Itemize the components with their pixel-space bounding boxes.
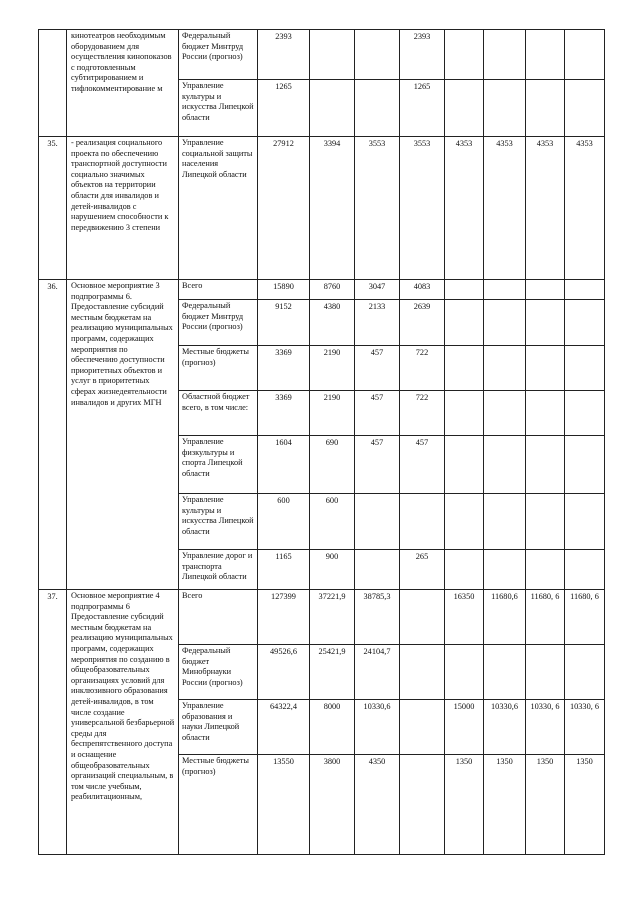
year-amount-cell: 24104,7 bbox=[355, 645, 400, 700]
year-amount-cell: 457 bbox=[355, 346, 400, 391]
total-amount-cell: 9152 bbox=[258, 300, 310, 346]
year-amount-cell: 3800 bbox=[310, 755, 355, 855]
year-amount-cell bbox=[526, 436, 565, 494]
year-amount-cell: 900 bbox=[310, 550, 355, 590]
year-amount-cell: 4083 bbox=[400, 280, 445, 300]
year-amount-cell bbox=[445, 436, 484, 494]
year-amount-cell: 11680, 6 bbox=[565, 590, 605, 645]
year-amount-cell bbox=[445, 280, 484, 300]
row-number: 35. bbox=[39, 137, 67, 280]
funding-source: Федеральный бюджет Минтруд России (прогноз) bbox=[179, 300, 258, 346]
year-amount-cell bbox=[526, 550, 565, 590]
year-amount-cell: 10330,6 bbox=[355, 700, 400, 755]
table-row bbox=[39, 590, 605, 645]
year-amount-cell bbox=[565, 30, 605, 80]
year-amount-cell bbox=[484, 300, 526, 346]
funding-source: Федеральный бюджет Минтруд России (прогноз) bbox=[179, 30, 258, 80]
year-amount-cell: 38785,3 bbox=[355, 590, 400, 645]
activity-description: Основное мероприятие 4 подпрограммы 6 Предоставление субсидий местным бюджетам на реализацию муниципальных программ, содержащих мероприятия по созданию в общеобразовательных организациях условий для инклюзивного образования детей-инвалидов, в том числе создание универсальной безбарьерной среды для беспрепятственного доступа и оснащение общеобразовательных организаций специальным, в том числе учебным, реабилитационным, bbox=[67, 590, 179, 855]
year-amount-cell: 690 bbox=[310, 436, 355, 494]
funding-source: Управление образования и науки Липецкой области bbox=[179, 700, 258, 755]
total-amount-cell: 1165 bbox=[258, 550, 310, 590]
year-amount-cell bbox=[565, 346, 605, 391]
year-amount-cell bbox=[355, 30, 400, 80]
year-amount-cell bbox=[400, 590, 445, 645]
year-amount-cell: 4353 bbox=[445, 137, 484, 280]
year-amount-cell bbox=[400, 494, 445, 550]
year-amount-cell bbox=[484, 391, 526, 436]
row-number: 36. bbox=[39, 280, 67, 590]
year-amount-cell bbox=[484, 346, 526, 391]
year-amount-cell: 15000 bbox=[445, 700, 484, 755]
year-amount-cell: 1350 bbox=[565, 755, 605, 855]
funding-source: Управление дорог и транспорта Липецкой области bbox=[179, 550, 258, 590]
year-amount-cell: 4353 bbox=[484, 137, 526, 280]
year-amount-cell: 16350 bbox=[445, 590, 484, 645]
year-amount-cell bbox=[526, 494, 565, 550]
total-amount-cell: 127399 bbox=[258, 590, 310, 645]
funding-source: Управление культуры и искусства Липецкой области bbox=[179, 80, 258, 137]
year-amount-cell bbox=[565, 550, 605, 590]
year-amount-cell bbox=[355, 550, 400, 590]
budget-table bbox=[38, 29, 605, 855]
year-amount-cell: 4353 bbox=[526, 137, 565, 280]
year-amount-cell: 2133 bbox=[355, 300, 400, 346]
funding-source: Всего bbox=[179, 590, 258, 645]
year-amount-cell: 10330, 6 bbox=[565, 700, 605, 755]
year-amount-cell bbox=[445, 550, 484, 590]
year-amount-cell bbox=[484, 494, 526, 550]
year-amount-cell: 3047 bbox=[355, 280, 400, 300]
table-row bbox=[39, 280, 605, 300]
year-amount-cell bbox=[445, 80, 484, 137]
year-amount-cell bbox=[526, 80, 565, 137]
year-amount-cell bbox=[565, 436, 605, 494]
year-amount-cell: 1350 bbox=[526, 755, 565, 855]
funding-source: Всего bbox=[179, 280, 258, 300]
year-amount-cell bbox=[355, 494, 400, 550]
activity-description: - реализация социального проекта по обеспечению транспортной доступности социально значимых объектов на территории области для инвалидов и детей-инвалидов с нарушением способности к передвижению 3 степени bbox=[67, 137, 179, 280]
year-amount-cell bbox=[484, 550, 526, 590]
year-amount-cell bbox=[400, 755, 445, 855]
year-amount-cell: 457 bbox=[355, 436, 400, 494]
funding-source: Областной бюджет всего, в том числе: bbox=[179, 391, 258, 436]
year-amount-cell: 600 bbox=[310, 494, 355, 550]
year-amount-cell: 2190 bbox=[310, 391, 355, 436]
funding-source: Управление культуры и искусства Липецкой области bbox=[179, 494, 258, 550]
year-amount-cell bbox=[526, 346, 565, 391]
year-amount-cell: 8760 bbox=[310, 280, 355, 300]
funding-source: Местные бюджеты (прогноз) bbox=[179, 346, 258, 391]
year-amount-cell bbox=[445, 645, 484, 700]
year-amount-cell bbox=[445, 391, 484, 436]
year-amount-cell bbox=[400, 700, 445, 755]
total-amount-cell: 1604 bbox=[258, 436, 310, 494]
year-amount-cell bbox=[565, 645, 605, 700]
total-amount-cell: 27912 bbox=[258, 137, 310, 280]
row-number bbox=[39, 30, 67, 137]
year-amount-cell: 1265 bbox=[400, 80, 445, 137]
total-amount-cell: 1265 bbox=[258, 80, 310, 137]
year-amount-cell bbox=[565, 494, 605, 550]
total-amount-cell: 600 bbox=[258, 494, 310, 550]
year-amount-cell bbox=[445, 300, 484, 346]
year-amount-cell: 457 bbox=[400, 436, 445, 494]
row-number: 37. bbox=[39, 590, 67, 855]
year-amount-cell bbox=[445, 494, 484, 550]
year-amount-cell: 10330,6 bbox=[484, 700, 526, 755]
year-amount-cell: 10330, 6 bbox=[526, 700, 565, 755]
year-amount-cell bbox=[484, 436, 526, 494]
year-amount-cell bbox=[400, 645, 445, 700]
year-amount-cell: 25421,9 bbox=[310, 645, 355, 700]
total-amount-cell: 64322,4 bbox=[258, 700, 310, 755]
year-amount-cell bbox=[445, 346, 484, 391]
year-amount-cell bbox=[484, 280, 526, 300]
year-amount-cell bbox=[565, 300, 605, 346]
activity-description: Основное мероприятие 3 подпрограммы 6. Предоставление субсидий местным бюджетам на реализацию муниципальных программ, содержащих мероприятия по обеспечению доступности приоритетных объектов и услуг в приоритетных сферах жизнедеятельности инвалидов и других МГН bbox=[67, 280, 179, 590]
total-amount-cell: 3369 bbox=[258, 346, 310, 391]
funding-source: Управление социальной защиты населения Липецкой области bbox=[179, 137, 258, 280]
year-amount-cell: 3553 bbox=[355, 137, 400, 280]
year-amount-cell: 2190 bbox=[310, 346, 355, 391]
year-amount-cell bbox=[310, 80, 355, 137]
total-amount-cell: 49526,6 bbox=[258, 645, 310, 700]
funding-source: Местные бюджеты (прогноз) bbox=[179, 755, 258, 855]
year-amount-cell: 4353 bbox=[565, 137, 605, 280]
year-amount-cell: 722 bbox=[400, 346, 445, 391]
activity-description: кинотеатров необходимым оборудованием для осуществления кинопоказов с подготовленным субтитрированием и тифлокомментирование м bbox=[67, 30, 179, 137]
year-amount-cell: 3394 bbox=[310, 137, 355, 280]
year-amount-cell bbox=[526, 30, 565, 80]
year-amount-cell bbox=[565, 80, 605, 137]
total-amount-cell: 3369 bbox=[258, 391, 310, 436]
year-amount-cell bbox=[526, 645, 565, 700]
year-amount-cell bbox=[445, 30, 484, 80]
year-amount-cell bbox=[484, 30, 526, 80]
year-amount-cell bbox=[565, 391, 605, 436]
year-amount-cell: 2393 bbox=[400, 30, 445, 80]
year-amount-cell: 8000 bbox=[310, 700, 355, 755]
year-amount-cell: 1350 bbox=[484, 755, 526, 855]
year-amount-cell: 11680,6 bbox=[484, 590, 526, 645]
year-amount-cell: 2639 bbox=[400, 300, 445, 346]
year-amount-cell: 4380 bbox=[310, 300, 355, 346]
year-amount-cell: 4350 bbox=[355, 755, 400, 855]
year-amount-cell bbox=[310, 30, 355, 80]
funding-source: Управление физкультуры и спорта Липецкой области bbox=[179, 436, 258, 494]
year-amount-cell: 1350 bbox=[445, 755, 484, 855]
year-amount-cell: 11680, 6 bbox=[526, 590, 565, 645]
year-amount-cell: 3553 bbox=[400, 137, 445, 280]
total-amount-cell: 13550 bbox=[258, 755, 310, 855]
year-amount-cell: 722 bbox=[400, 391, 445, 436]
total-amount-cell: 2393 bbox=[258, 30, 310, 80]
year-amount-cell bbox=[526, 391, 565, 436]
year-amount-cell bbox=[526, 300, 565, 346]
year-amount-cell bbox=[565, 280, 605, 300]
year-amount-cell: 37221,9 bbox=[310, 590, 355, 645]
year-amount-cell bbox=[484, 645, 526, 700]
year-amount-cell: 457 bbox=[355, 391, 400, 436]
year-amount-cell: 265 bbox=[400, 550, 445, 590]
year-amount-cell bbox=[484, 80, 526, 137]
funding-source: Федеральный бюджет Минобрнауки России (прогноз) bbox=[179, 645, 258, 700]
year-amount-cell bbox=[355, 80, 400, 137]
year-amount-cell bbox=[526, 280, 565, 300]
table-row bbox=[39, 30, 605, 80]
total-amount-cell: 15890 bbox=[258, 280, 310, 300]
table-row bbox=[39, 137, 605, 280]
